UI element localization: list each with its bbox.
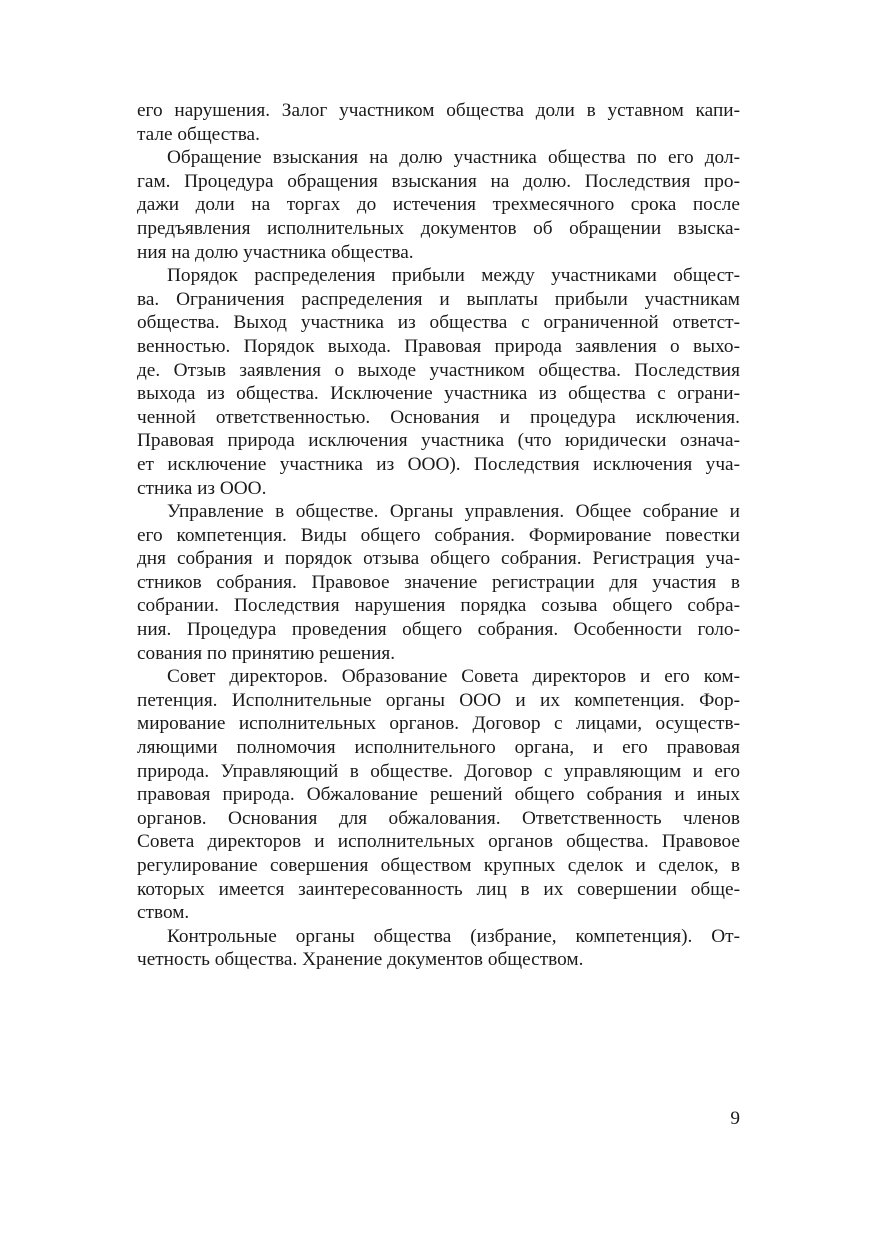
text-line: де. Отзыв заявления о выходе участником общества. Последствия <box>137 359 740 381</box>
page-number: 9 <box>730 1108 740 1129</box>
text-line: ляющими полномочия исполнительного органа, и его правовая <box>137 737 740 759</box>
text-line: ва. Ограничения распределения и выплаты прибыли участникам <box>137 288 740 310</box>
text-line: собрании. Последствия нарушения порядка созыва общего собра- <box>137 595 740 617</box>
text-line: выхода из общества. Исключение участника из общества с ограни- <box>137 383 740 405</box>
text-line: его компетенция. Виды общего собрания. Формирование повестки <box>137 524 740 546</box>
text-line: петенция. Исполнительные органы ООО и их компетенция. Фор- <box>137 689 740 711</box>
text-line: предъявления исполнительных документов об обращении взыска- <box>137 217 740 239</box>
text-line: стников собрания. Правовое значение регистрации для участия в <box>137 571 740 593</box>
text-line: ния. Процедура проведения общего собрания. Особенности голо- <box>137 619 740 641</box>
paragraph <box>137 500 740 665</box>
text-line: ством. <box>137 902 190 924</box>
text-line: Правовая природа исключения участника (что юридически означа- <box>137 430 740 452</box>
text-line: венностью. Порядок выхода. Правовая природа заявления о выхо- <box>137 335 740 357</box>
text-line: органов. Основания для обжалования. Ответственность членов <box>137 807 740 829</box>
text-line: тале общества. <box>137 123 260 145</box>
text-line: Контрольные органы общества (избрание, компетенция). От- <box>167 925 740 947</box>
text-line: Порядок распределения прибыли между участниками общест- <box>167 265 740 287</box>
text-line: регулирование совершения обществом крупных сделок и сделок, в <box>137 855 740 876</box>
paragraph <box>137 146 740 264</box>
text-line: мирование исполнительных органов. Договор с лицами, осуществ- <box>137 713 740 735</box>
text-line: дажи доли на торгах до истечения трехмесячного срока после <box>137 194 740 216</box>
page-body-text <box>137 99 740 972</box>
text-line: его нарушения. Залог участником общества доли в уставном капи- <box>137 100 740 121</box>
text-line: Совет директоров. Образование Совета директоров и его ком- <box>167 666 740 688</box>
text-line: ния на долю участника общества. <box>137 241 414 263</box>
paragraph <box>137 264 740 500</box>
text-line: дня собрания и порядок отзыва общего собрания. Регистрация уча- <box>137 548 740 570</box>
paragraph <box>137 925 740 972</box>
text-line: Управление в обществе. Органы управления. Общее собрание и <box>167 501 740 523</box>
text-line: ет исключение участника из ООО). Последствия исключения уча- <box>137 453 740 475</box>
paragraph <box>137 99 740 146</box>
text-line: которых имеется заинтересованность лиц в их совершении обще- <box>137 878 740 900</box>
text-line: природа. Управляющий в обществе. Договор с управляющим и его <box>137 760 740 782</box>
text-line: стника из ООО. <box>137 477 267 499</box>
paragraph <box>137 665 740 925</box>
text-line: Обращение взыскания на долю участника общества по его дол- <box>167 147 740 169</box>
text-line: общества. Выход участника из общества с ограниченной ответст- <box>137 312 740 334</box>
text-line: правовая природа. Обжалование решений общего собрания и иных <box>137 784 740 806</box>
text-line: четность общества. Хранение документов обществом. <box>137 949 584 971</box>
text-line: ченной ответственностью. Основания и процедура исключения. <box>137 406 740 428</box>
text-line: гам. Процедура обращения взыскания на долю. Последствия про- <box>137 170 740 192</box>
text-line: Совета директоров и исполнительных органов общества. Правовое <box>137 831 740 853</box>
text-line: сования по принятию решения. <box>137 642 396 664</box>
